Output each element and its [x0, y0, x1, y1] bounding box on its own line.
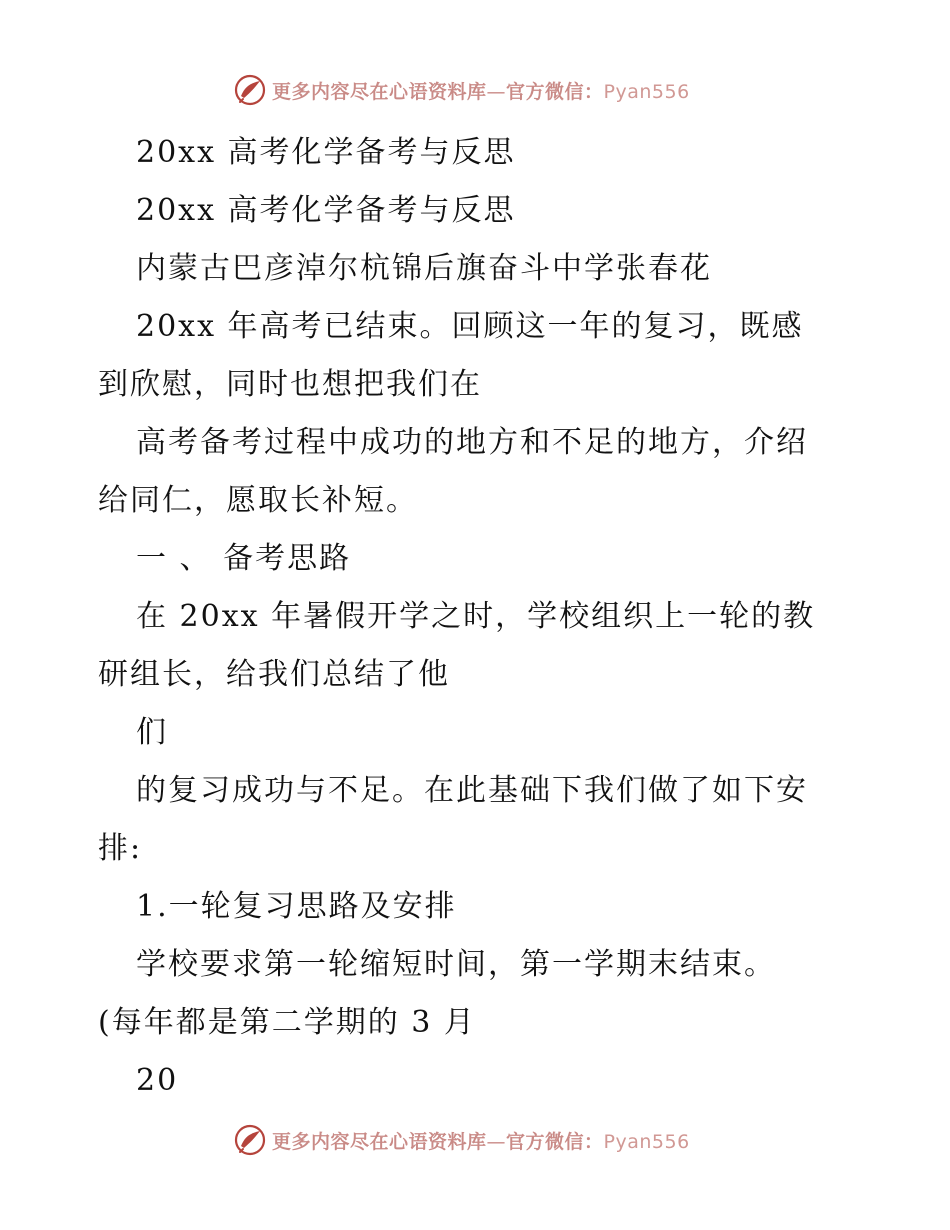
text-line: 高考备考过程中成功的地方和不足的地方，介绍: [136, 425, 808, 460]
text-line: 给同仁，愿取长补短。: [98, 483, 418, 518]
text-line: 20xx 年高考已结束。回顾这一年的复习，既感: [136, 309, 804, 344]
pen-logo-icon: [234, 74, 266, 106]
watermark-header: [234, 72, 690, 108]
watermark-footer: [234, 1122, 690, 1158]
pen-logo-icon: [234, 1124, 266, 1156]
text-line: 1.一轮复习思路及安排: [136, 889, 457, 924]
document-body: [98, 124, 858, 1110]
text-line: 学校要求第一轮缩短时间，第一学期末结束。: [136, 947, 776, 982]
text-line: 一 、 备考思路: [136, 541, 352, 576]
text-line: 的复习成功与不足。在此基础下我们做了如下安: [136, 773, 808, 808]
watermark-text: 更多内容尽在心语资料库—官方微信：Pyan556: [272, 80, 690, 103]
text-line: 到欣慰，同时也想把我们在: [98, 367, 482, 402]
text-line: 在 20xx 年暑假开学之时，学校组织上一轮的教: [136, 599, 816, 634]
text-line: 20xx 高考化学备考与反思: [136, 135, 516, 170]
text-line: 内蒙古巴彦淖尔杭锦后旗奋斗中学张春花: [136, 251, 712, 286]
text-line: 20xx 高考化学备考与反思: [136, 193, 516, 228]
text-line: 20: [136, 1063, 179, 1098]
text-line: 排:: [98, 831, 143, 866]
text-line: (每年都是第二学期的 3 月: [98, 1005, 476, 1040]
text-line: 研组长，给我们总结了他: [98, 657, 450, 692]
text-line: 们: [136, 715, 168, 750]
watermark-text: 更多内容尽在心语资料库—官方微信：Pyan556: [272, 1130, 690, 1153]
